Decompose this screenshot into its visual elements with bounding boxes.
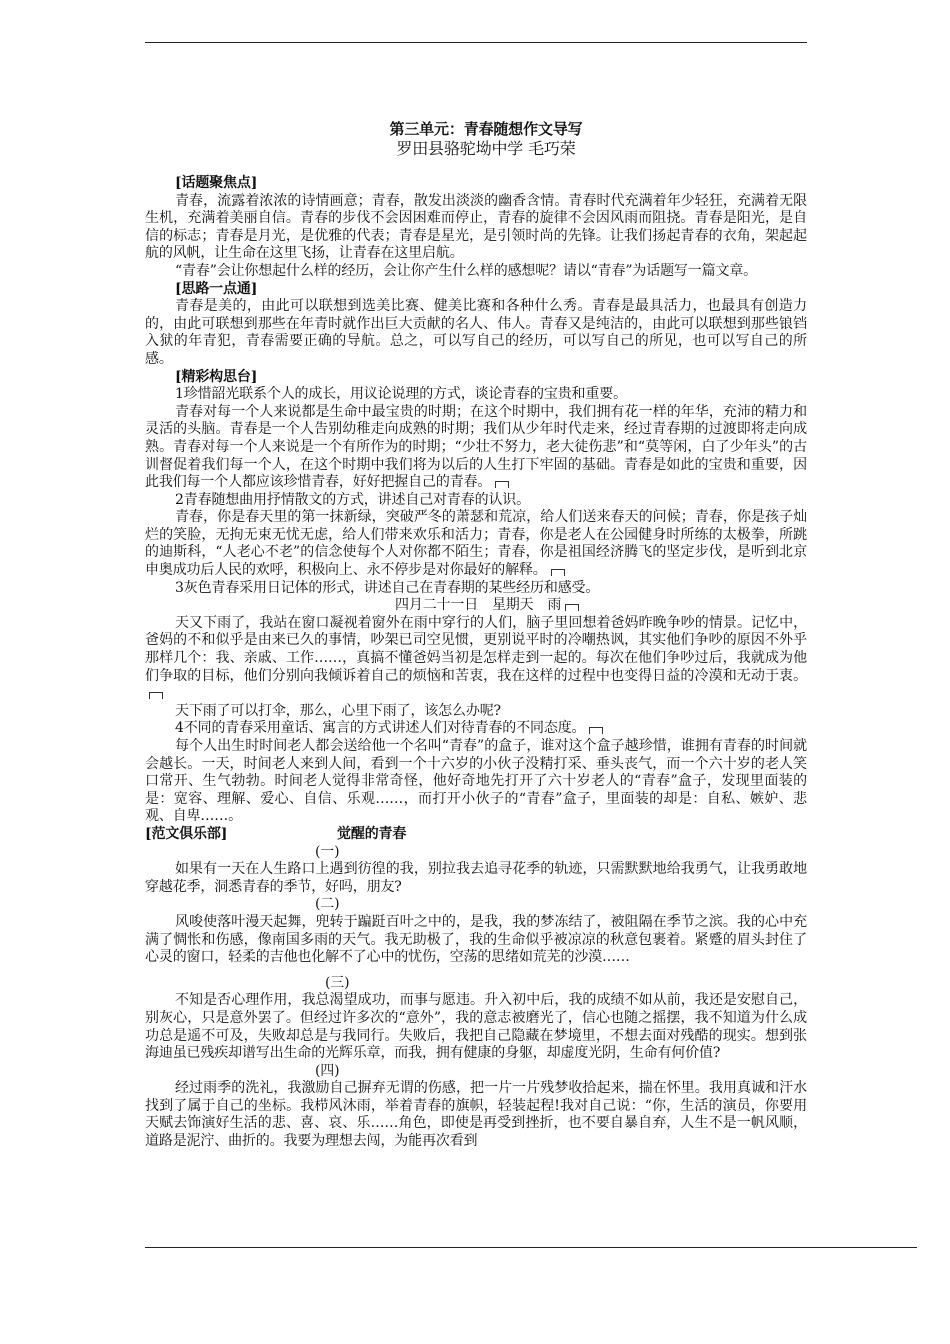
essay-paragraph: 经过雨季的洗礼，我激励自己摒弃无谓的伤感，把一片一片残梦收拾起来，揣在怀里。我用真诚和汗水找到了属于自己的坐标。我栉风沐雨，举着青春的旗帜，轻装起程!我对自己说：“你，生活的演员，你要用天赋去饰演好生活的悲、喜、哀、乐……角色，即使是再受到挫折，也不要自暴自弃，人生不是一帆风顺，道路是泥泞、曲折的。我要为理想去闯，为能再次看到: [145, 1080, 807, 1150]
diary-date: 四月二十一日 星期天 雨: [395, 597, 562, 614]
model-essay-header: [145, 826, 807, 844]
essay-paragraph: 如果有一天在人生路口上遇到彷徨的我，别拉我去追寻花季的轨迹，只需默默地给我勇气，让我勇敢地穿越花季，洞悉青春的季节，好吗，朋友?: [145, 861, 807, 895]
paragraph: 每个人出生时时间老人都会送给他一个名叫“青春”的盒子，谁对这个盒子越珍惜，谁拥有青春的时间就会越长。一天，时间老人来到人间，看到一个十六岁的小伙子没精打采、垂头丧气，而一个六十岁的老人笑口常开、生气勃勃。时间老人觉得非常奇怪，他好奇地先打开了六十岁老人的“青春”盒子，发现里面装的是：宽容、理解、爱心、自信、乐观……，而打开小伙子的“青春”盒子，里面装的却是：自私、嫉妒、悲观、自卑……。: [145, 738, 807, 825]
edit-mark-icon: [495, 481, 509, 488]
page-title: 第三单元：青春随想作文导写: [389, 120, 583, 138]
essay-section-number: (四): [315, 1062, 340, 1079]
paragraph: 青春，你是春天里的第一抹新绿，突破严冬的萧瑟和荒凉，给人们送来春天的问候；青春，你是孩子灿烂的笑脸，无拘无束无忧无虑，给人们带来欢乐和活力；青春，你是老人在公园健身时所练的太极拳，所跳的迪斯科，“人老心不老”的信念使每个人对你都不陌生；青春，你是祖国经济腾飞的坚定步伐，是听到北京申奥成功后人民的欢呼，积极向上、永不停步是对你最好的解释。: [145, 509, 807, 579]
footer-rule: [145, 1247, 917, 1248]
section-heading-structure: [精彩构思台]: [175, 368, 258, 385]
section-heading-club: [范文俱乐部]: [145, 825, 228, 842]
edit-mark-icon: [149, 692, 163, 699]
header-rule: [145, 42, 807, 43]
essay-title: 觉醒的青春: [337, 825, 407, 842]
section-heading-ideas: [思路一点通]: [175, 280, 258, 297]
paragraph: 青春，流露着浓浓的诗情画意；青春，散发出淡淡的幽香含情。青春时代充满着年少轻狂，充满着无限生机，充满着美丽自信。青春的步伐不会因困难而停止，青春的旋律不会因风雨而阻挠。青春是阳光，是自信的标志；青春是月光，是优雅的代表；青春是星光，是引领时尚的先锋。让我们扬起青春的衣角，架起起航的风帆，让生命在这里飞扬，让青春在这里启航。: [145, 192, 807, 262]
paragraph: 青春是美的，由此可以联想到选美比赛、健美比赛和各种什么秀。青春是最具活力，也最具有创造力的，由此可联想到那些在年青时就作出巨大贡献的名人、伟人。青春又是纯洁的，由此可以联想到那些锒铛入狱的年青犯，青春需要正确的导航。总之，可以写自己的经历，可以写自己的所见，也可以写自己的所感。: [145, 298, 807, 367]
essay-section-number: (一): [315, 843, 340, 860]
paragraph: “青春”会让你想起什么样的经历，会让你产生什么样的感想呢？请以“青春”为话题写一篇文章。: [175, 262, 758, 279]
paragraph: 1珍惜韶光联系个人的成长，用议论说理的方式，谈论青春的宝贵和重要。: [175, 386, 627, 403]
paragraph: 3灰色青春采用日记体的形式，讲述自己在青春期的某些经历和感受。: [175, 579, 600, 596]
paragraph: 天又下雨了，我站在窗口凝视着窗外在雨中穿行的人们，脑子里回想着爸妈昨晚争吵的情景。记忆中，爸妈的不和似乎是由来已久的事情，吵架已司空见惯，更别说平时的冷嘲热讽，其实他们争吵的原因不外乎那样几个：我、亲戚、工作……，真搞不懂爸妈当初是怎样走到一起的。每次在他们争吵过后，我就成为他们争取的目标，他们分别向我倾诉着自己的烦恼和苦衷，我在这样的过程中也变得日益的冷漠和无动于衷。: [145, 614, 807, 684]
paragraph: 青春对每一个人来说都是生命中最宝贵的时期；在这个时期中，我们拥有花一样的年华，充沛的精力和灵活的头脑。青春是一个人告别幼稚走向成熟的时期；我们从少年时代走来，经过青春期的过渡即将走向成熟。青春对每一个人来说是一个有所作为的时期；“少壮不努力，老大徒伤悲”和“莫等闲，白了少年头”的古训督促着我们每一个人，在这个时期中我们将为以后的人生打下牢固的基础。青春是如此的宝贵和重要，因此我们每一个人都应该珍惜青春，好好把握自己的青春。: [145, 403, 807, 491]
essay-paragraph: 不知是否心理作用，我总渴望成功，而事与愿违。升入初中后，我的成绩不如从前，我还是安慰自己，别灰心，只是意外罢了。但经过许多次的“意外”，我的意志被磨光了，信心也随之摇摆，我不知道为什么成功总是遥不可及，失败却总是与我同行。失败后，我把自己隐藏在梦境里，不想去面对残酷的现实。想到张海迪虽已残疾却谱写出生命的光辉乐章，而我，拥有健康的身躯，却虚度光阴，生命有何价值?: [145, 992, 807, 1062]
paragraph: 4不同的青春采用童话、寓言的方式讲述人们对待青春的不同态度。: [175, 720, 586, 737]
edit-mark-icon: [551, 569, 565, 576]
essay-section-number: (三): [325, 974, 350, 991]
paragraph: 2青春随想曲用抒情散文的方式，讲述自己对青春的认识。: [175, 491, 531, 508]
essay-paragraph: 风唆使落叶漫天起舞，兜转于蹁跹百叶之中的，是我，我的梦冻结了，被阻隔在季节之滨。我的心中充满了惆怅和伤感，像南国多雨的天气。我无助极了，我的生命似乎被凉凉的秋意包裹着。紧蹙的眉头封住了心灵的窗口，轻柔的吉他也化解不了心中的忧伤，空荡的思绪如荒芜的沙漠……: [145, 913, 807, 966]
section-heading-topic: [话题聚焦点]: [175, 175, 258, 191]
document-page: [145, 120, 807, 1151]
edit-mark-icon: [589, 727, 603, 734]
paragraph: 天下雨了可以打伞，那么，心里下雨了，该怎么办呢?: [175, 702, 501, 719]
page-subtitle: 罗田县骆驼坳中学 毛巧荣: [396, 139, 576, 158]
edit-mark-icon: [565, 604, 579, 611]
essay-section-number: (二): [315, 896, 340, 913]
